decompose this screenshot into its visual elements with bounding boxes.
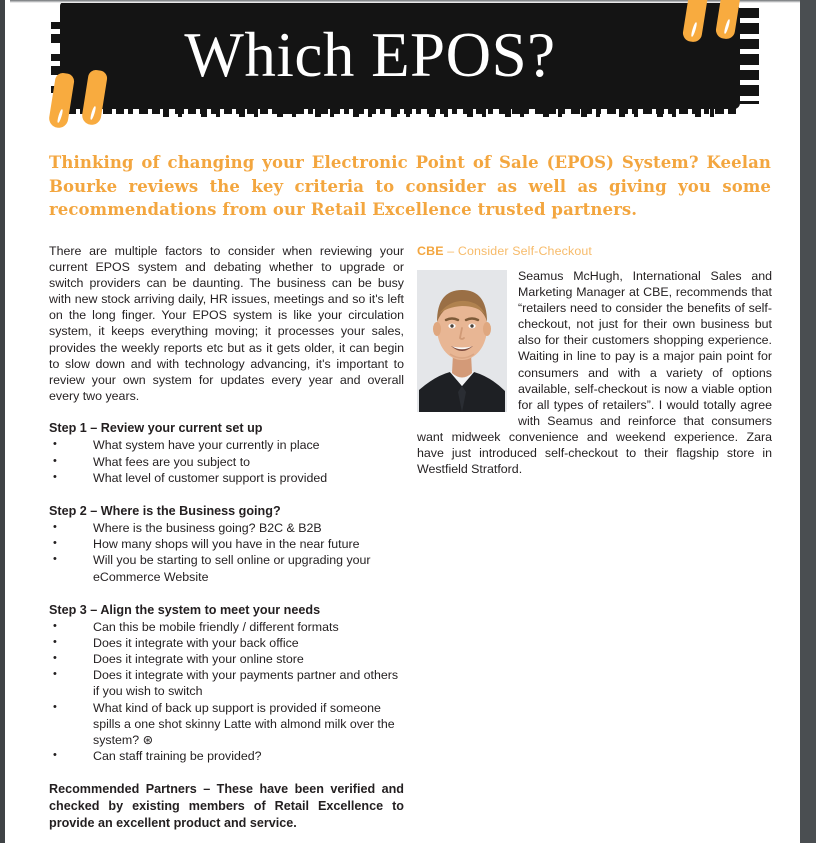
list-item: • What kind of back up support is provided if someone spills a one shot skinny Latte with almond milk over the system? ⊛ (49, 700, 404, 748)
page-top-shadow (10, 0, 800, 3)
brush-edge-right (733, 8, 759, 104)
partner-portrait-photo (417, 270, 507, 412)
step-block-1 (49, 420, 404, 486)
step-bullet-list (49, 520, 404, 584)
list-item: • Does it integrate with your online store (49, 651, 404, 667)
step-bullet-list (49, 437, 404, 485)
step-bullet-list (49, 619, 404, 764)
partner-section-heading (417, 243, 772, 259)
masthead-banner (5, 0, 800, 136)
step-heading: Step 2 – Where is the Business going? (49, 503, 281, 518)
list-item: • Does it integrate with your payments partner and others if you wish to switch (49, 667, 404, 699)
partner-heading-subtitle: – Consider Self-Checkout (443, 244, 593, 258)
partner-quote-paragraph: Seamus McHugh, International Sales and Marketing Manager at CBE, recommends that “retailers need to consider the benefits of self-checkout, not just for their own business but also for their customers shopping experience. Waiting in line to pay is a major pain point for consumers and with a variety of options available, self-checkout is now a viable option for all types of retailers”. I would totally agree with Seamus and reinforce that consumers want midweek convenience and weekend experience. Zara have just introduced self-checkout to their flagship store in Westfield Stratford. (417, 269, 772, 477)
step-block-2 (49, 503, 404, 585)
list-item: • What fees are you subject to (49, 454, 404, 470)
brush-edge-bottom-secondary (155, 108, 715, 117)
step-heading: Step 3 – Align the system to meet your needs (49, 602, 321, 617)
right-text-column (417, 243, 772, 477)
list-item: • Will you be starting to sell online or upgrading your eCommerce Website (49, 552, 404, 584)
list-item: • Where is the business going? B2C & B2B (49, 520, 404, 536)
list-item: • Can staff training be provided? (49, 748, 404, 764)
list-item: • What system have your currently in place (49, 437, 404, 453)
left-text-column (49, 243, 404, 832)
partner-brand-name: CBE (417, 244, 444, 258)
list-item: • Does it integrate with your back office (49, 635, 404, 651)
step-heading: Step 1 – Review your current set up (49, 420, 263, 435)
recommended-partners-paragraph: Recommended Partners – These have been verified and checked by existing members of Retail Excellence to provide an excellent product and service. (49, 781, 404, 830)
viewer-right-margin (800, 0, 816, 843)
intro-paragraph: There are multiple factors to consider when reviewing your current EPOS system and debating whether to upgrade or switch providers can be daunting. The business can be busy with new stock arriving daily, HR issues, meetings and so it's left on the long finger. Your EPOS system is like your circulation system, it keeps everything moving; it processes your sales, provides the weekly reports etc but as it gets older, it can begin to slow down and with technology advancing, it's important to review your own system for updates every year and overall every two years. (49, 244, 404, 403)
article-title: Which EPOS? (184, 20, 556, 90)
document-page (5, 0, 800, 843)
article-standfirst: Thinking of changing your Electronic Point of Sale (EPOS) System? Keelan Bourke reviews the key criteria to consider as well as giving you some recommendations from our Retail Excellence trusted partners. (49, 153, 771, 219)
list-item: • How many shops will you have in the near future (49, 536, 404, 552)
step-block-3 (49, 602, 404, 764)
list-item: • What level of customer support is provided (49, 470, 404, 486)
partner-content (417, 268, 772, 477)
list-item: • Can this be mobile friendly / different formats (49, 619, 404, 635)
